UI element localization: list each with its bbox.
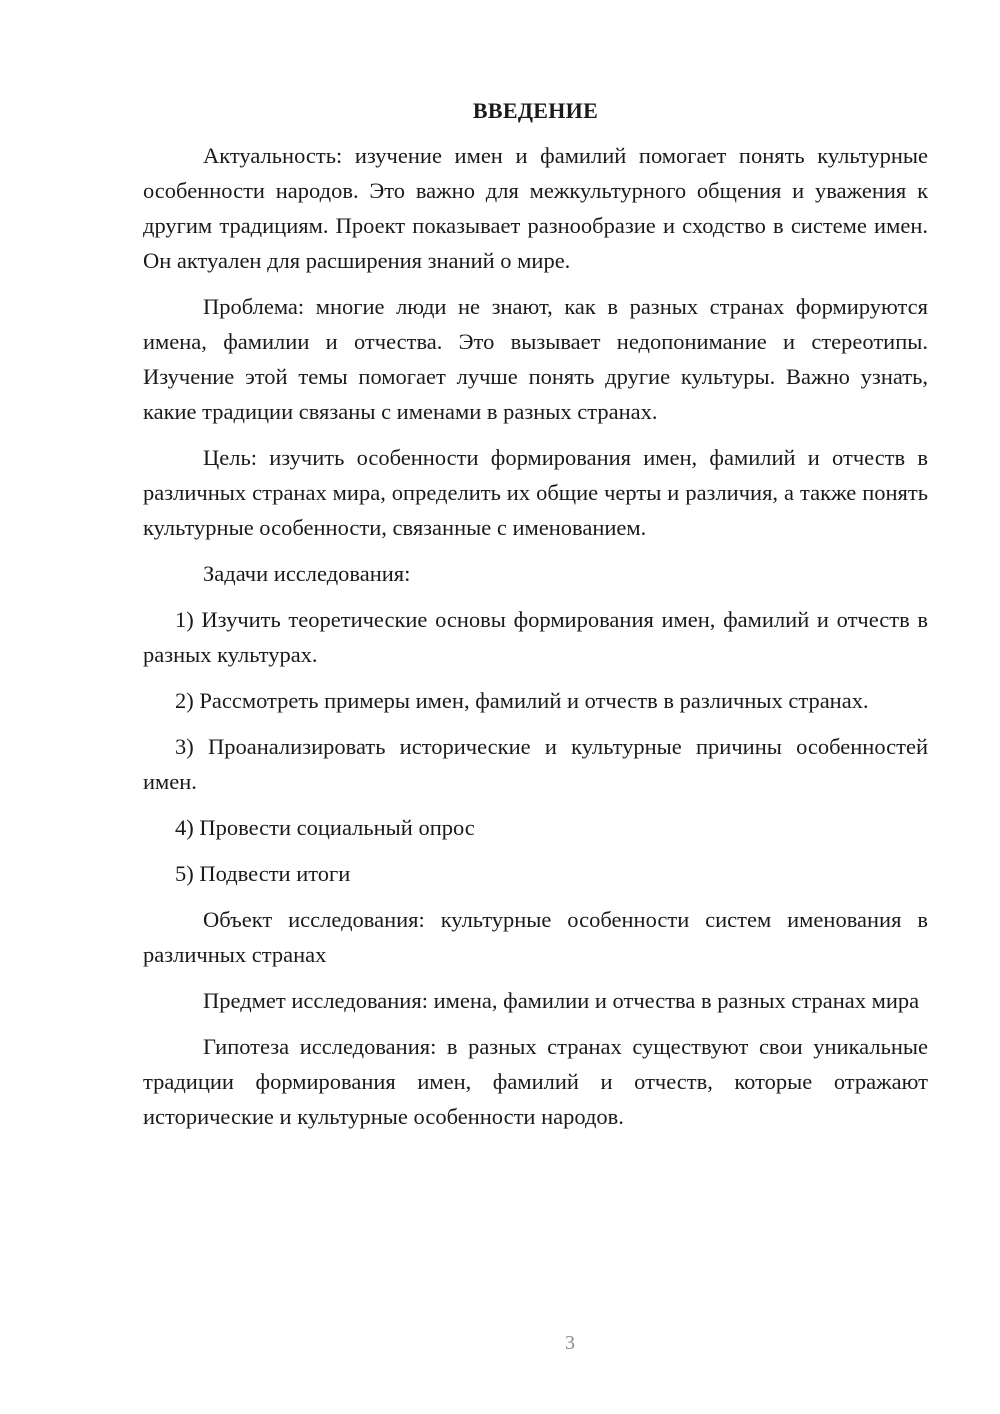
problem-paragraph: Проблема: многие люди не знают, как в разных странах формируются имена, фамилии и отчества. Это вызывает недопонимание и стереотипы. Изучение этой темы помогает лучше понять другие культуры. Важно узнать, какие традиции связаны с именами в разных странах.	[143, 294, 928, 424]
subject-paragraph: Предмет исследования: имена, фамилии и отчества в разных странах мира	[203, 988, 920, 1013]
page-number: 3	[565, 1332, 575, 1354]
page-title: ВВЕДЕНИЕ	[472, 98, 599, 123]
goal-paragraph: Цель: изучить особенности формирования имен, фамилий и отчеств в различных странах мира, определить их общие черты и различия, а также понять культурные особенности, связанные с именованием.	[143, 445, 928, 540]
task-item-2: 2) Рассмотреть примеры имен, фамилий и отчеств в различных странах.	[175, 688, 869, 713]
task-item-3: 3) Проанализировать исторические и культурные причины особенностей имен.	[143, 734, 928, 794]
task-item-1: 1) Изучить теоретические основы формирования имен, фамилий и отчеств в разных культурах.	[143, 607, 928, 667]
page-content	[143, 93, 928, 1145]
hypothesis-paragraph: Гипотеза исследования: в разных странах существуют свои уникальные традиции формирования имен, фамилий и отчеств, которые отражают исторические и культурные особенности народов.	[143, 1034, 928, 1129]
object-paragraph: Объект исследования: культурные особенности систем именования в различных странах	[143, 907, 928, 967]
tasks-heading: Задачи исследования:	[203, 561, 411, 586]
relevance-paragraph: Актуальность: изучение имен и фамилий помогает понять культурные особенности народов. Это важно для межкультурного общения и уважения к другим традициям. Проект показывает разнообразие и сходство в системе имен. Он актуален для расширения знаний о мире.	[143, 143, 928, 273]
task-item-5: 5) Подвести итоги	[175, 861, 351, 886]
task-item-4: 4) Провести социальный опрос	[175, 815, 475, 840]
